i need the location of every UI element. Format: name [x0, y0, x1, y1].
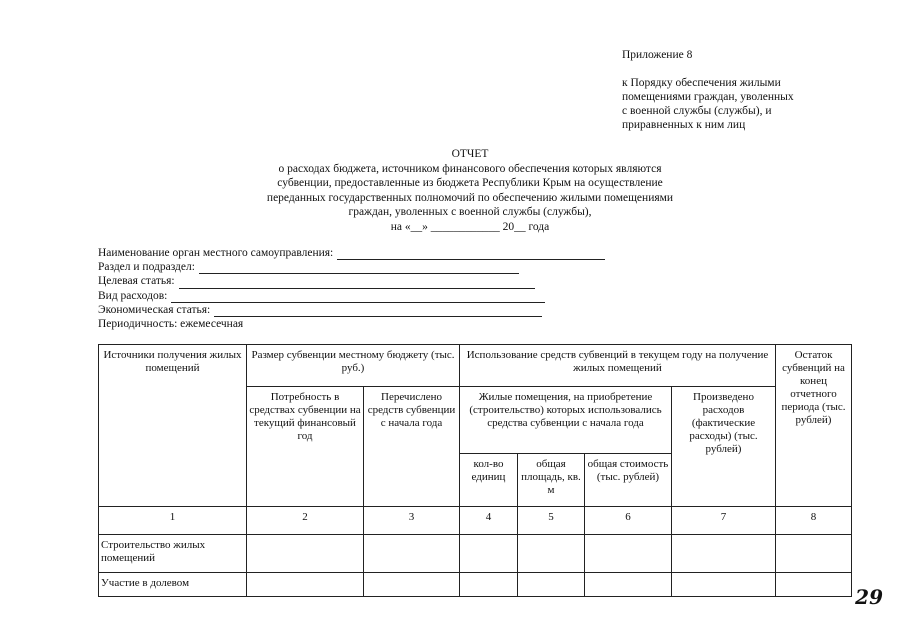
- report-line: переданных государственных полномочий по обеспечению жилыми помещениями: [266, 191, 674, 204]
- table-cell: [672, 573, 776, 597]
- column-number: 4: [460, 507, 518, 535]
- table-cell: [460, 573, 518, 597]
- field-org-line: [337, 249, 605, 260]
- table-cell: [672, 535, 776, 573]
- field-target-label: Целевая статья:: [98, 275, 175, 288]
- table-cell: [776, 535, 852, 573]
- field-economic-line: [214, 306, 542, 317]
- table-cell: [518, 573, 585, 597]
- table-row: [99, 535, 852, 573]
- header-usage: Использование средств субвенций в текущем году на получение жилых помещений: [460, 345, 776, 387]
- table-cell: [364, 535, 460, 573]
- column-number: 7: [672, 507, 776, 535]
- table-cell: [364, 573, 460, 597]
- column-number: 8: [776, 507, 852, 535]
- report-date-line: на «__» ____________ 20__ года: [390, 220, 550, 233]
- row-label: Участие в долевом: [99, 573, 247, 597]
- header-count: кол-во единиц: [460, 454, 518, 507]
- report-line: о расходах бюджета, источником финансового обеспечения которых являются: [278, 162, 662, 175]
- table-cell: [585, 573, 672, 597]
- appendix-line: приравненных к ним лиц: [622, 119, 746, 131]
- column-number: 5: [518, 507, 585, 535]
- field-section: [98, 260, 605, 274]
- field-periodicity-label: Периодичность: ежемесечная: [98, 318, 244, 331]
- report-heading: ОТЧЕТ: [451, 148, 489, 160]
- field-expense: [98, 289, 605, 303]
- column-number: 6: [585, 507, 672, 535]
- appendix-line: с военной службы (службы), и: [622, 105, 772, 117]
- field-target: [98, 274, 605, 288]
- field-org: [98, 246, 605, 260]
- field-section-line: [199, 263, 519, 274]
- report-fields: [98, 246, 605, 331]
- field-economic: [98, 303, 605, 317]
- report-table: [98, 344, 852, 597]
- appendix-title: Приложение 8: [622, 49, 693, 61]
- page-number: 29: [855, 585, 883, 609]
- table-cell: [518, 535, 585, 573]
- field-economic-label: Экономическая статья:: [98, 303, 211, 316]
- table-cell: [585, 535, 672, 573]
- appendix-block: [622, 48, 837, 132]
- table-cell: [776, 573, 852, 597]
- header-remainder: Остаток субвенций на конец отчетного периода (тыс. рублей): [776, 345, 852, 507]
- table-cell: [247, 573, 364, 597]
- header-need: Потребность в средствах субвенции на текущий финансовый год: [247, 387, 364, 507]
- appendix-line: помещениями граждан, уволенных: [622, 91, 794, 103]
- header-sources: Источники получения жилых помещений: [99, 345, 247, 507]
- report-line: субвенции, предоставленные из бюджета Республики Крым на осуществление: [277, 177, 663, 189]
- field-org-label: Наименование орган местного самоуправления:: [98, 247, 334, 259]
- field-target-line: [179, 278, 535, 289]
- table-cell: [460, 535, 518, 573]
- table-row: [99, 573, 852, 597]
- report-title-block: [180, 147, 760, 234]
- header-size: Размер субвенции местному бюджету (тыс. руб.): [247, 345, 460, 387]
- field-section-label: Раздел и подраздел:: [98, 261, 195, 274]
- field-expense-line: [171, 292, 545, 303]
- table-cell: [247, 535, 364, 573]
- header-transferred: Перечислено средств субвенции с начала года: [364, 387, 460, 507]
- column-number: 2: [247, 507, 364, 535]
- column-number: 3: [364, 507, 460, 535]
- report-line: граждан, уволенных с военной службы (службы),: [348, 206, 592, 218]
- field-periodicity: [98, 317, 605, 331]
- header-produced: Произведено расходов (фактические расходы) (тыс. рублей): [672, 387, 776, 507]
- column-numbers-row: [99, 507, 852, 535]
- header-housing: Жилые помещения, на приобретение (строительство) которых использовались средства субвенции с начала года: [460, 387, 672, 454]
- column-number: 1: [99, 507, 247, 535]
- appendix-line: к Порядку обеспечения жилыми: [622, 77, 781, 89]
- field-expense-label: Вид расходов:: [98, 289, 168, 302]
- header-area: общая площадь, кв. м: [518, 454, 585, 507]
- header-cost: общая стоимость (тыс. рублей): [585, 454, 672, 507]
- row-label: Строительство жилых помещений: [99, 535, 247, 573]
